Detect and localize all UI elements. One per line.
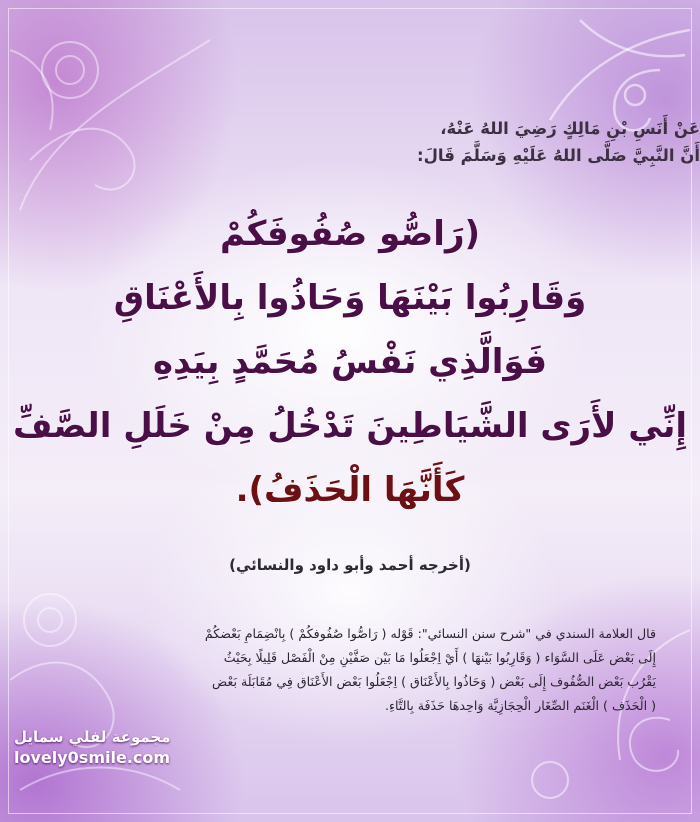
hadith-line: كَأَنَّهَا الْحَذَفُ). <box>235 470 465 510</box>
hadith-source: (أخرجه أحمد وأبو داود والنسائي) <box>229 556 471 574</box>
site-watermark <box>14 728 204 767</box>
hadith-line: وَقَارِبُوا بَيْنَهَا وَحَاذُوا بِالأَعْنَاقِ <box>113 278 587 318</box>
commentary-line: يَقْرُب بَعْض الصُّفُوف إِلَى بَعْض ( وَحَاذُوا بِالأَعْنَاق ) اِجْعَلُوا بَعْض الأَعْنَاق فِي مُقَابَلَة بَعْض <box>212 674 656 689</box>
narrator-intro <box>0 115 700 169</box>
narrator-line: عَنْ أَنَسِ بْنِ مَالِكٍ رَضِيَ اللهُ عَنْهُ، <box>440 119 700 138</box>
hadith-line: فَوَالَّذِي نَفْسُ مُحَمَّدٍ بِيَدِهِ <box>153 342 547 382</box>
watermark-url: lovely0smile.com <box>14 748 171 767</box>
commentary-line: قال العلامة السندي في "شرح سنن النسائي": قَوْله ( رَاصُّوا صُفُوفكُمْ ) بِانْضِمَامِ بَعْضكُمْ <box>204 626 656 641</box>
hadith-text <box>0 202 700 522</box>
watermark-arabic: مجموعة لفلي سمايل <box>14 728 171 746</box>
floral-swirl-top-right-icon <box>460 10 690 210</box>
commentary-line: إِلَى بَعْض عَلَى السَّوَاء ( وَقَارِبُوا بَيْنهَا ) أَيْ اِجْعَلُوا مَا بَيْن صَفَّيْنِ مِنْ الْفَصْل قَلِيلًا بِحَيْثُ <box>223 650 656 665</box>
narrator-line: أَنَّ النَّبِيَّ صَلَّى اللهُ عَلَيْهِ وَسَلَّمَ قَالَ: <box>416 146 700 165</box>
commentary <box>44 622 656 718</box>
commentary-line: ( الْحَذَف ) الْغَنَم الصِّغَار الْحِجَازِيَّة وَاحِدهَا حَذَفَة بِالتَّاءِ. <box>385 698 656 713</box>
hadith-line: إِنِّي لأَرَى الشَّيَاطِينَ تَدْخُلُ مِنْ خَلَلِ الصَّفِّ <box>12 406 688 446</box>
hadith-line: (رَاصُّو صُفُوفَكُمْ <box>219 214 481 254</box>
